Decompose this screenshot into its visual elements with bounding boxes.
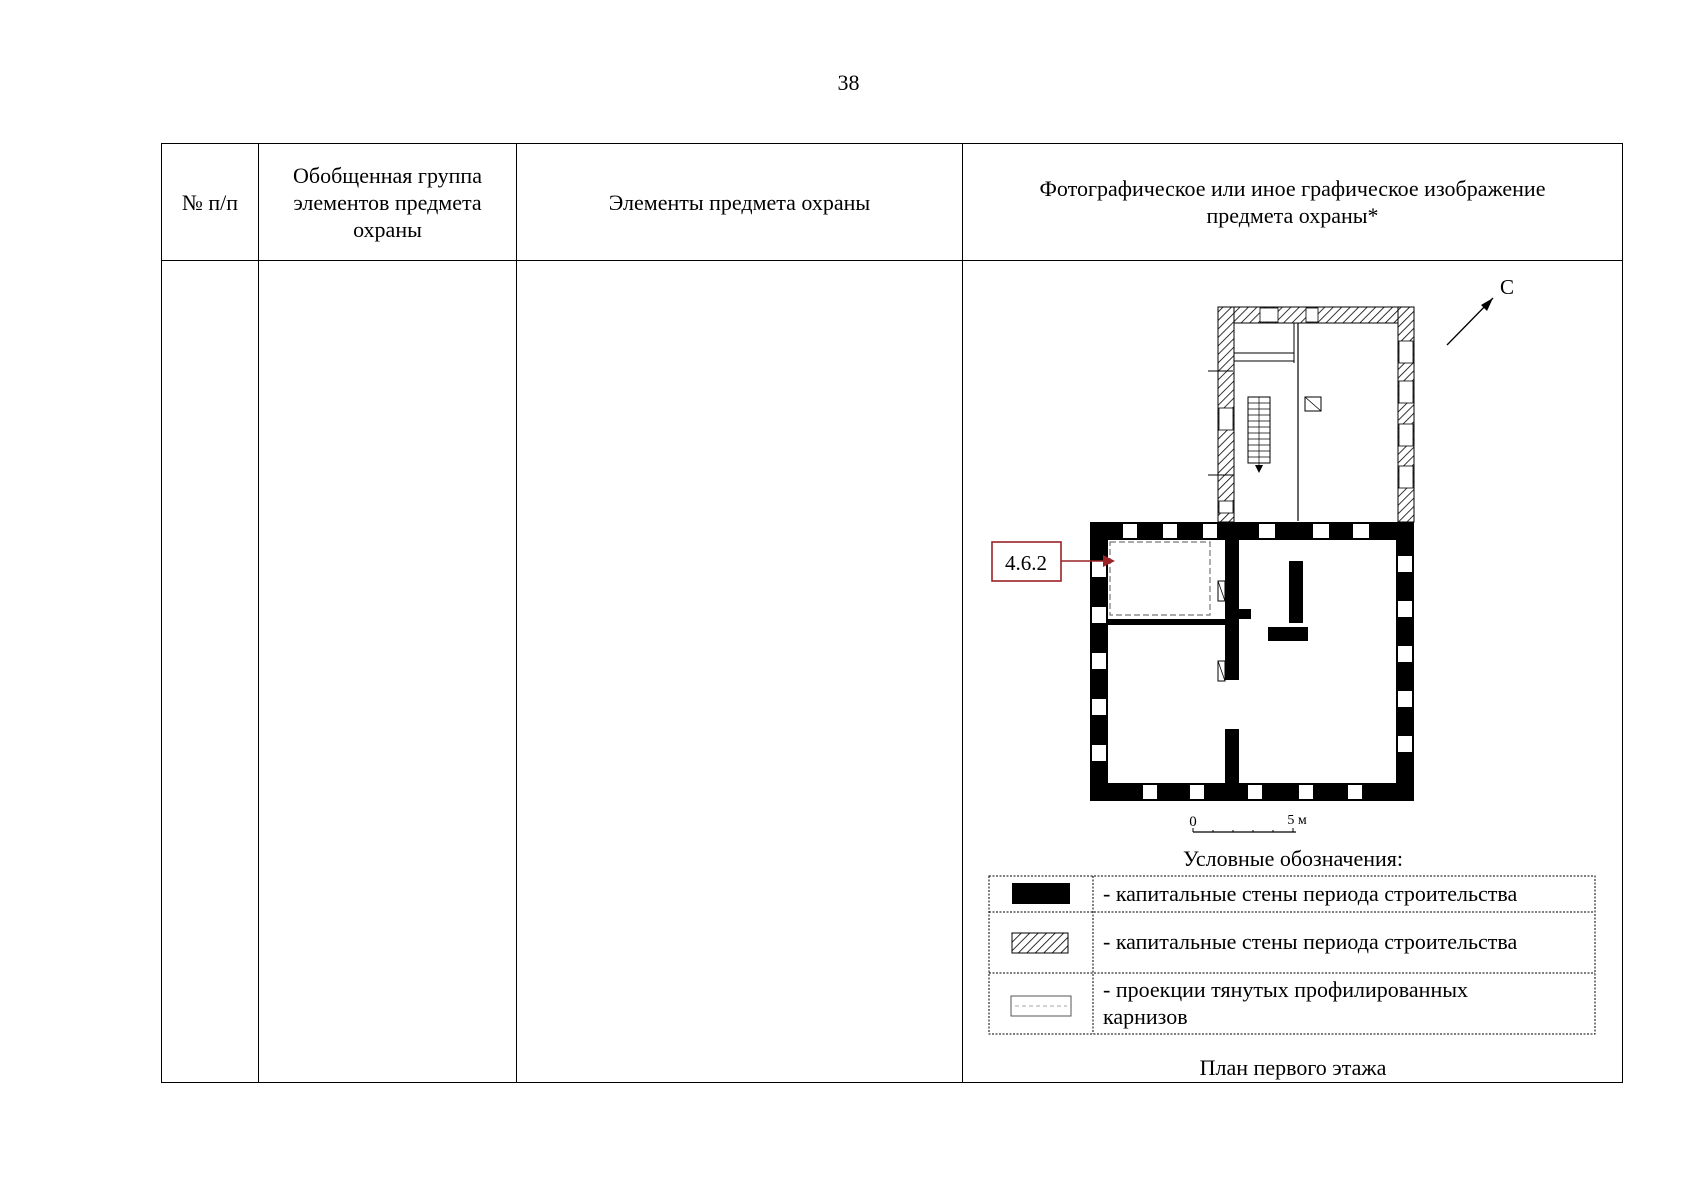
annex-interior bbox=[1234, 323, 1321, 521]
header-protection-elements: Элементы предмета охраны bbox=[517, 144, 963, 261]
annex-hatched-walls bbox=[1208, 307, 1414, 522]
header-number: № п/п bbox=[162, 144, 259, 261]
north-arrow-icon bbox=[1447, 298, 1493, 345]
scale-bar bbox=[1193, 828, 1296, 832]
callout-label: 4.6.2 bbox=[1005, 551, 1047, 575]
page-number: 38 bbox=[837, 70, 860, 95]
main-building-walls bbox=[1090, 522, 1414, 801]
scale-five: 5 м bbox=[1287, 813, 1307, 828]
cell-number bbox=[162, 261, 259, 1083]
hatched-wall-swatch bbox=[1012, 933, 1068, 953]
plan-caption: План первого этажа bbox=[1199, 1055, 1387, 1080]
table-header-row bbox=[162, 144, 1623, 261]
floor-plan-drawing bbox=[963, 261, 1625, 1083]
dashed-cornice-swatch bbox=[1011, 996, 1071, 1016]
scale-zero: 0 bbox=[1189, 814, 1197, 830]
legend-item-hatched-walls: - капитальные стены периода строительства bbox=[1103, 929, 1518, 954]
legend-item-cornices: - проекции тянутых профилированных bbox=[1103, 977, 1468, 1002]
cornice-projection bbox=[1110, 542, 1210, 615]
cell-image bbox=[963, 261, 1623, 1083]
header-element-group: Обобщенная группа элементов предмета охраны bbox=[259, 144, 517, 261]
protection-subject-table bbox=[161, 143, 1623, 1083]
table-row bbox=[162, 261, 1623, 1083]
header-image: Фотографическое или иное графическое изображение предмета охраны* bbox=[963, 144, 1623, 261]
north-label: С bbox=[1500, 275, 1515, 299]
legend-item-cornices-line2: карнизов bbox=[1103, 1004, 1188, 1029]
legend-title: Условные обозначения: bbox=[1182, 846, 1404, 871]
cell-protection-elements bbox=[517, 261, 963, 1083]
solid-wall-swatch bbox=[1012, 883, 1070, 904]
cell-element-group bbox=[259, 261, 517, 1083]
legend-item-solid-walls: - капитальные стены периода строительства bbox=[1103, 881, 1518, 906]
